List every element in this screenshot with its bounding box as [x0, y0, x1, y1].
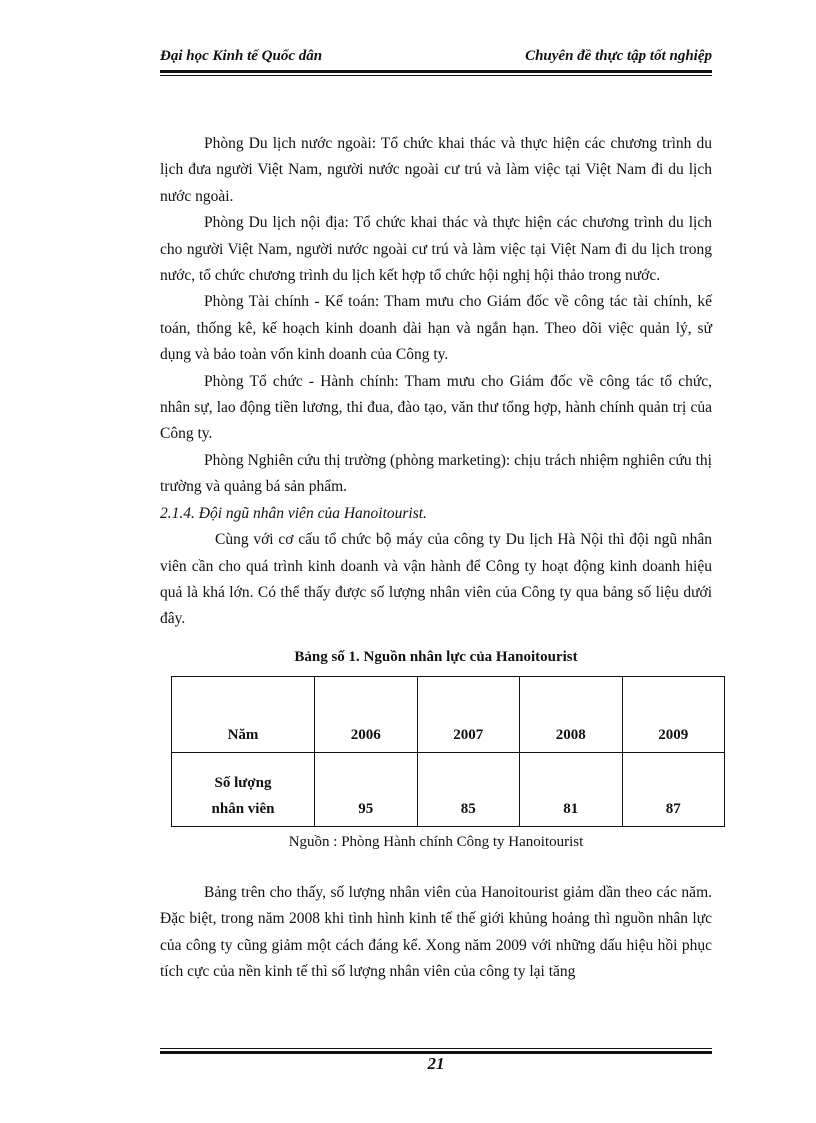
header-rule	[160, 70, 712, 73]
table-source: Nguồn : Phòng Hành chính Công ty Hanoitourist	[288, 834, 584, 850]
paragraph-foreign-travel: Phòng Du lịch nước ngoài: Tổ chức khai thác và thực hiện các chương trình du lịch đưa người Việt Nam, người nước ngoài cư trú và làm việc tại Việt Nam đi du lịch nước ngoài.	[160, 135, 712, 205]
header-document-type: Chuyên đề thực tập tốt nghiệp	[525, 48, 712, 64]
staff-count-cell: 95	[315, 753, 418, 827]
staff-label-line2: nhân viên	[211, 801, 275, 817]
paragraph-administration: Phòng Tổ chức - Hành chính: Tham mưu cho Giám đốc về công tác tổ chức, nhân sự, lao động tiền lương, thi đua, đào tạo, văn thư tổng hợp, hành chính quản trị của Công ty.	[160, 372, 712, 443]
staff-row-label	[172, 753, 315, 827]
staff-label-line1: Số lượng	[214, 775, 272, 791]
staff-count-cell: 87	[622, 753, 725, 827]
year-row-label: Năm	[172, 677, 315, 753]
page-number: 21	[427, 1054, 445, 1073]
table-row-staff	[172, 753, 725, 827]
footer-rule-thin	[160, 1048, 712, 1049]
year-cell: 2006	[315, 677, 418, 753]
year-cell: 2007	[417, 677, 520, 753]
header-university: Đại học Kinh tế Quốc dân	[160, 48, 323, 64]
body-text	[160, 131, 712, 633]
closing-paragraph: Bảng trên cho thấy, số lượng nhân viên của Hanoitourist giảm dần theo các năm. Đặc biệt, trong năm 2008 khi tình hình kinh tế thế giới khủng hoảng thì nguồn nhân lực của công ty cũng giảm một cách đáng kể. Xong năm 2009 với những dấu hiệu hồi phục tích cực của nền kinh tế thì số lượng nhân viên của công ty lại tăng	[160, 884, 712, 981]
staff-count-cell: 85	[417, 753, 520, 827]
header-rule-thin	[160, 75, 712, 76]
closing-text	[160, 880, 712, 986]
paragraph-domestic-travel: Phòng Du lịch nội địa: Tổ chức khai thác và thực hiện các chương trình du lịch cho người Việt Nam, người nước ngoài cư trú và làm việc tại Việt Nam đi du lịch trong nước, tổ chức chương trình du lịch kết hợp tổ chức hội nghị hội thảo trong nước.	[160, 214, 712, 285]
year-cell: 2009	[622, 677, 725, 753]
staff-count-cell: 81	[520, 753, 623, 827]
table-title: Bảng số 1. Nguồn nhân lực của Hanoitourist	[294, 649, 578, 665]
section-paragraph: Cùng với cơ cấu tổ chức bộ máy của công ty Du lịch Hà Nội thì đội ngũ nhân viên cần cho quá trình kinh doanh và vận hành để Công ty hoạt động kinh doanh hiệu quả là khá lớn. Có thể thấy được số lượng nhân viên của Công ty qua bảng số liệu dưới đây.	[160, 531, 712, 628]
page-header	[160, 48, 712, 65]
staff-table	[171, 676, 725, 827]
table-row-years	[172, 677, 725, 753]
paragraph-finance: Phòng Tài chính - Kế toán: Tham mưu cho Giám đốc về công tác tài chính, kế toán, thống kê, kế hoạch kinh doanh dài hạn và ngắn hạn. Theo dõi việc quản lý, sử dụng và bảo toàn vốn kinh doanh của Công ty.	[160, 293, 712, 364]
year-cell: 2008	[520, 677, 623, 753]
paragraph-marketing: Phòng Nghiên cứu thị trường (phòng marketing): chịu trách nhiệm nghiên cứu thị trường và quảng bá sản phẩm.	[160, 451, 712, 496]
section-heading: 2.1.4. Đội ngũ nhân viên của Hanoitourist.	[160, 504, 427, 522]
